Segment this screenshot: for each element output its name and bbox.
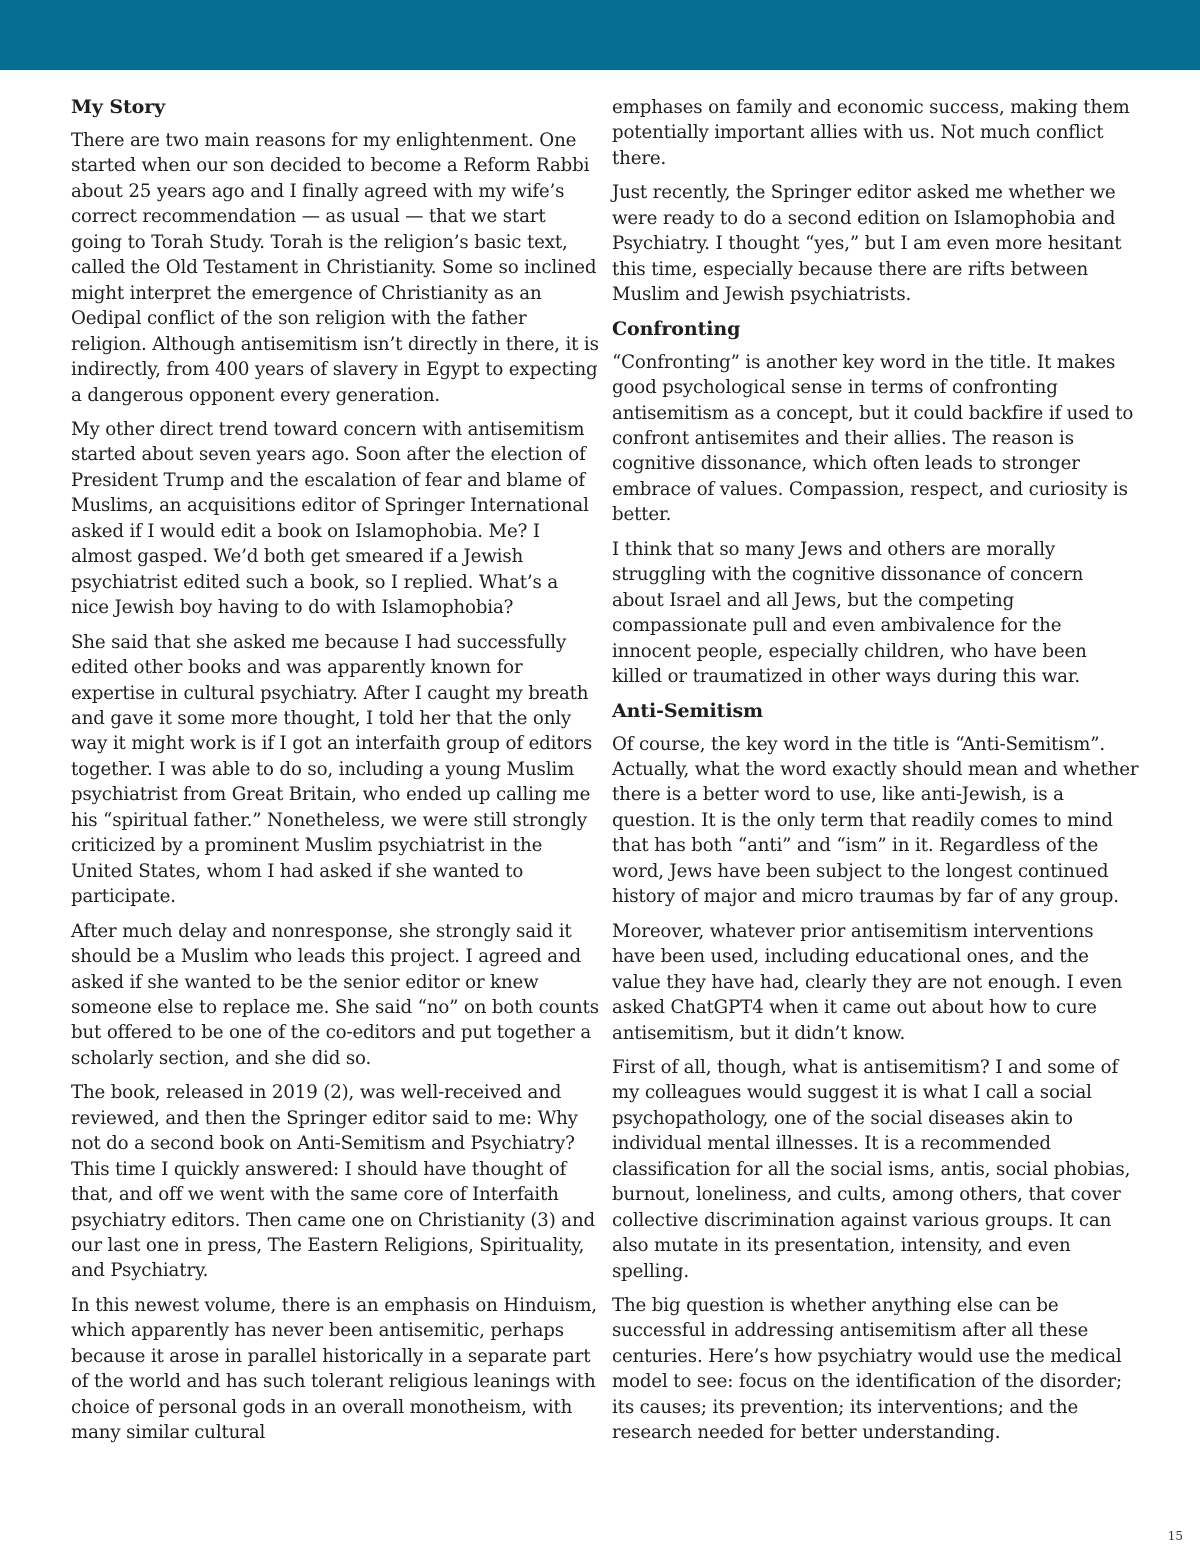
paragraph: The book, released in 2019 (2), was well-received and reviewed, and then the Springer editor said to me: Why not do a second book on Anti-Semitism and Psychiatry? This time I quickly answered: I should have thought of that, and off we went with the same core of Interfaith psychiatry editors. Then came one on Christianity (3) and our last one in press, The Eastern Religions, Spirituality, and Psychiatry. (71, 1082, 596, 1282)
left-column (71, 95, 599, 1455)
paragraph: The big question is whether anything else can be successful in addressing antisemitism after all these centuries. Here’s how psychiatry would use the medical model to see: focus on the identification of the disorder; its causes; its prevention; its interventions; and the research needed for better understanding. (612, 1295, 1122, 1444)
paragraph: “Confronting” is another key word in the title. It makes good psychological sense in terms of confronting antisemitism as a concept, but it could backfire if used to confront antisemites and their allies. The reason is cognitive dissonance, which often leads to stronger embrace of values. Compassion, respect, and curiosity is better. (612, 351, 1134, 526)
section-heading-confronting: Confronting (612, 317, 741, 340)
paragraph: First of all, though, what is antisemitism? I and some of my colleagues would suggest it is what I call a social psychopathology, one of the social diseases akin to individual mental illnesses. It is a recommended classification for all the social isms, antis, social phobias, burnout, loneliness, and cults, among others, that cover collective discrimination against various groups. It can also mutate in its presentation, intensity, and even spelling. (612, 1056, 1131, 1282)
paragraph: Just recently, the Springer editor asked me whether we were ready to do a second edition on Islamophobia and Psychiatry. I thought “yes,” but I am even more hesitant this time, especially because there are rifts between Muslim and Jewish psychiatrists. (612, 182, 1122, 306)
paragraph: Moreover, whatever prior antisemitism interventions have been used, including educational ones, and the value they have had, clearly they are not enough. I even asked ChatGPT4 when it came out about how to cure antisemitism, but it didn’t know. (612, 920, 1123, 1044)
section-heading-anti-semitism: Anti-Semitism (612, 699, 764, 722)
right-column (612, 95, 1140, 1455)
section-heading-my-story: My Story (71, 96, 166, 118)
paragraph: emphases on family and economic success, making them potentially important allies with us. Not much conflict there. (612, 97, 1130, 169)
header-bar (0, 0, 1200, 70)
page-number: 15 (1167, 1529, 1183, 1543)
paragraph: My other direct trend toward concern with antisemitism started about seven years ago. Soon after the election of President Trump and the escalation of fear and blame of Muslims, an acquisitions editor of Springer International asked if I would edit a book on Islamophobia. Me? I almost gasped. We’d both get smeared if a Jewish psychiatrist edited such a book, so I replied. What’s a nice Jewish boy having to do with Islamophobia? (71, 418, 589, 619)
paragraph: She said that she asked me because I had successfully edited other books and was apparently known for expertise in cultural psychiatry. After I caught my breath and gave it some more thought, I told her that the only way it might work is if I got an interfaith group of editors together. I was able to do so, including a young Muslim psychiatrist from Great Britain, who ended up calling me his “spiritual father.” Nonetheless, we were still strongly criticized by a prominent Muslim psychiatrist in the United States, whom I had asked if she wanted to participate. (71, 631, 593, 908)
paragraph: There are two main reasons for my enlightenment. One started when our son decided to become a Reform Rabbi about 25 years ago and I finally agreed with my wife’s correct recommendation — as usual — that we start going to Torah Study. Torah is the religion’s basic text, called the Old Testament in Christianity. Some so inclined might interpret the emergence of Christianity as an Oedipal conflict of the son religion with the father religion. Although antisemitism isn’t directly in there, it is indirectly, from 400 years of slavery in Egypt to expecting a dangerous opponent every generation. (71, 130, 599, 406)
paragraph: In this newest volume, there is an emphasis on Hinduism, which apparently has never been antisemitic, perhaps because it arose in parallel historically in a separate part of the world and has such tolerant religious leanings with choice of personal gods in an overall monotheism, with many similar cultural (71, 1294, 597, 1444)
paragraph: I think that so many Jews and others are morally struggling with the cognitive dissonance of concern about Israel and all Jews, but the competing compassionate pull and even ambivalence for the innocent people, especially children, who have been killed or traumatized in other ways during this war. (612, 538, 1087, 688)
paragraph: Of course, the key word in the title is “Anti-Semitism”. Actually, what the word exactly should mean and whether there is a better word to use, like anti-Jewish, is a question. It is the only term that readily comes to mind that has both “anti” and “ism” in it. Regardless of the word, Jews have been subject to the longest continued history of major and micro traumas by far of any group. (612, 733, 1139, 908)
paragraph: After much delay and nonresponse, she strongly said it should be a Muslim who leads this project. I agreed and asked if she wanted to be the senior editor or knew someone else to replace me. She said “no” on both counts but offered to be one of the co-editors and put together a scholarly section, and she did so. (71, 920, 599, 1069)
